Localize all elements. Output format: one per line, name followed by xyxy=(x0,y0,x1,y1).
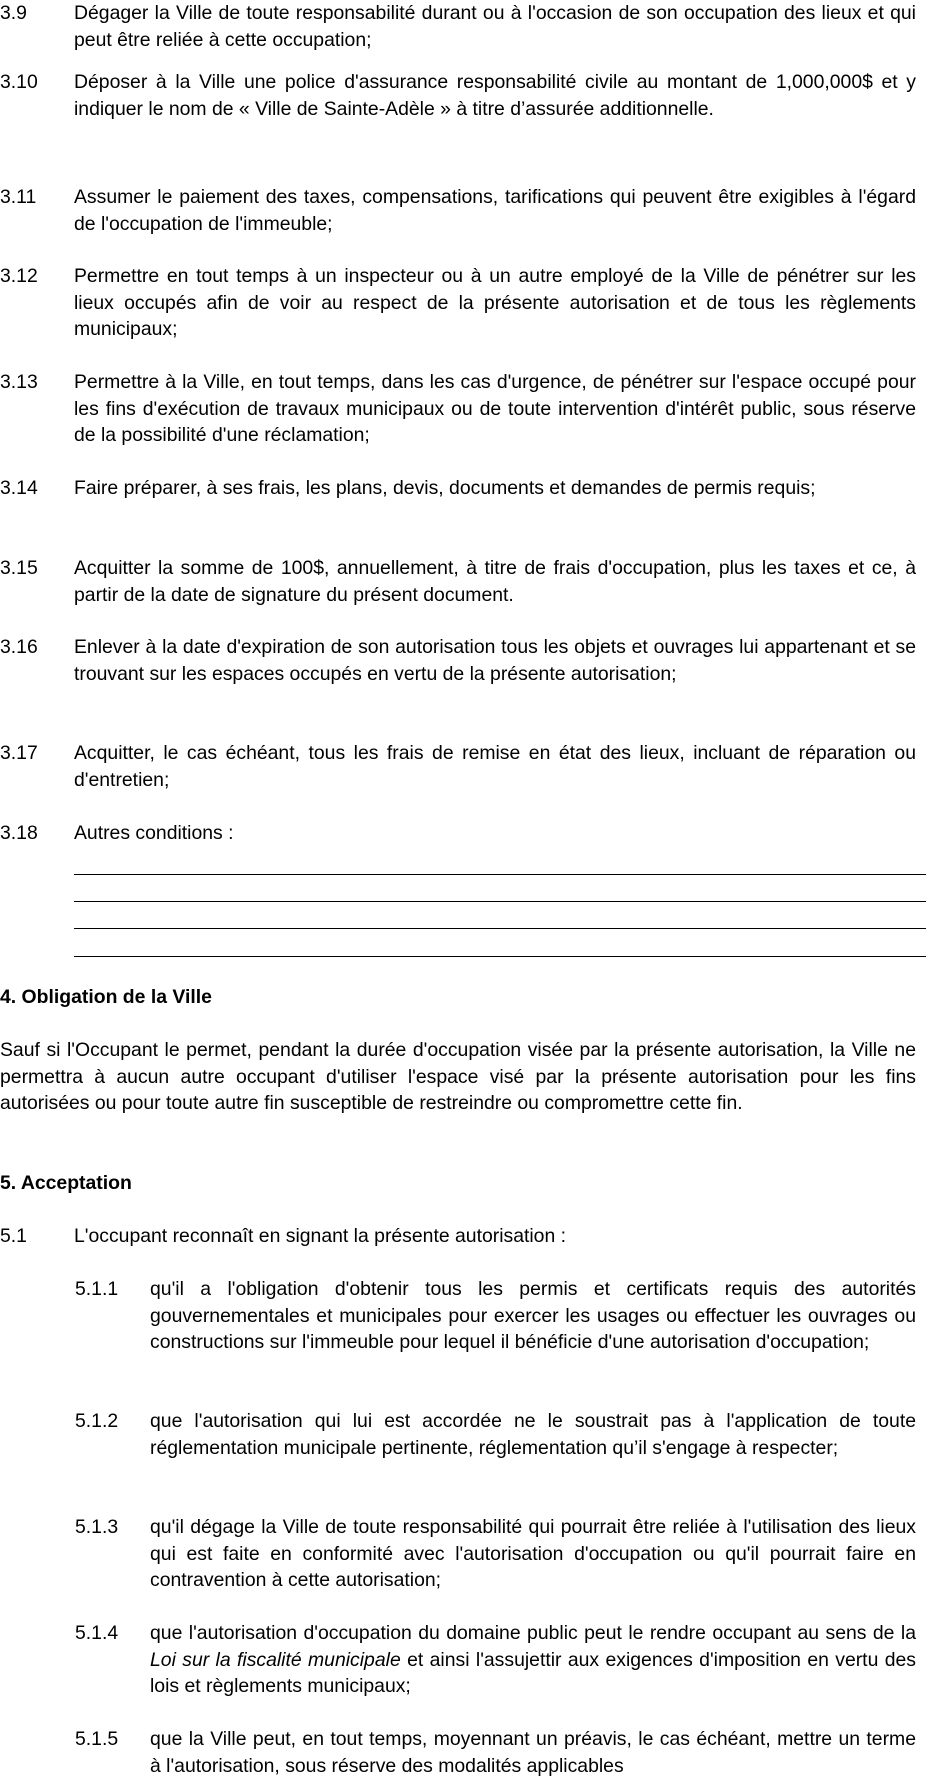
clause-3-10 xyxy=(0,69,916,122)
clause-number: 3.13 xyxy=(0,371,38,393)
clause-text: Permettre à la Ville, en tout temps, dans les cas d'urgence, de pénétrer sur l'espace occupé pour les fins d'exécution de travaux municipaux ou de toute intervention d'intérêt public, sous réserve de la possibilité d'une réclamation; xyxy=(74,371,916,446)
subclause-5-1-2 xyxy=(75,1408,916,1461)
clause-text: Dégager la Ville de toute responsabilité durant ou à l'occasion de son occupation des lieux et qui peut être reliée à cette occupation; xyxy=(74,2,916,51)
subclause-5-1-3 xyxy=(75,1514,916,1594)
section-4-text: Sauf si l'Occupant le permet, pendant la durée d'occupation visée par la présente autorisation, la Ville ne permettra à aucun autre occupant d'utiliser l'espace visé par la présente autorisation pour les fins autorisées ou pour toute autre fin susceptible de restreindre ou compromettre cette fin. xyxy=(0,1039,916,1114)
clause-number: 3.16 xyxy=(0,636,38,658)
clause-text: Assumer le paiement des taxes, compensations, tarifications qui peuvent être exigibles à l'égard de l'occupation de l'immeuble; xyxy=(74,186,916,235)
clause-3-17 xyxy=(0,740,916,793)
clause-text: Enlever à la date d'expiration de son autorisation tous les objets et ouvrages lui appartenant et se trouvant sur les espaces occupés en vertu de la présente autorisation; xyxy=(74,636,916,685)
clause-number: 3.15 xyxy=(0,557,38,579)
subclause-text: que la Ville peut, en tout temps, moyennant un préavis, le cas échéant, mettre un terme à l'autorisation, sous réserve des modalités applicables xyxy=(150,1728,916,1777)
clause-text: L'occupant reconnaît en signant la présente autorisation : xyxy=(74,1225,567,1247)
clause-5-1 xyxy=(0,1223,916,1250)
subclause-number: 5.1.3 xyxy=(75,1516,119,1538)
blank-line xyxy=(74,874,926,875)
blank-line xyxy=(74,901,926,902)
clause-text: Acquitter la somme de 100$, annuellement, à titre de frais d'occupation, plus les taxes et ce, à partir de la date de signature du présent document. xyxy=(74,557,916,606)
clause-3-9 xyxy=(0,0,916,53)
subclause-5-1-5 xyxy=(75,1726,916,1779)
clause-3-16 xyxy=(0,634,916,687)
subclause-text-before: que l'autorisation d'occupation du domaine public peut le rendre occupant au sens de la xyxy=(150,1622,916,1644)
subclause-5-1-4 xyxy=(75,1620,916,1700)
clause-3-14 xyxy=(0,475,916,502)
clause-3-12 xyxy=(0,263,916,343)
clause-text: Permettre en tout temps à un inspecteur ou à un autre employé de la Ville de pénétrer sur les lieux occupés afin de voir au respect de la présente autorisation et de tous les règlements municipaux; xyxy=(74,265,916,340)
clause-number: 3.17 xyxy=(0,742,38,764)
subclause-text: que l'autorisation qui lui est accordée ne le soustrait pas à l'application de toute réglementation municipale pertinente, réglementation qu’il s'engage à respecter; xyxy=(150,1410,916,1459)
subclause-text-after: et ainsi l'assujettir aux exigences d'imposition en vertu des lois et règlements municipaux; xyxy=(150,1648,916,1697)
clause-number: 3.10 xyxy=(0,71,38,93)
clause-number: 3.11 xyxy=(0,186,37,208)
clause-number: 3.14 xyxy=(0,477,38,499)
clause-3-15 xyxy=(0,555,916,608)
clause-number: 3.18 xyxy=(0,822,38,844)
subclause-number: 5.1.2 xyxy=(75,1410,119,1432)
section-4-heading: 4. Obligation de la Ville xyxy=(0,986,212,1008)
clause-number: 3.9 xyxy=(0,2,27,24)
subclause-text xyxy=(150,1620,916,1700)
blank-line xyxy=(74,956,926,957)
subclause-text: qu'il dégage la Ville de toute responsabilité qui pourrait être reliée à l'utilisation des lieux qui est faite en conformité avec l'autorisation d'occupation ou qu'il pourrait faire en contravention à cette autorisation; xyxy=(150,1516,916,1591)
clause-number: 5.1 xyxy=(0,1225,27,1247)
subclause-text: qu'il a l'obligation d'obtenir tous les permis et certificats requis des autorités gouvernementales et municipales pour exercer les usages ou effectuer les ouvrages ou constructions sur l'immeuble pour lequel il bénéficie d'une autorisation d'occupation; xyxy=(150,1278,916,1353)
clause-number: 3.12 xyxy=(0,265,38,287)
subclause-5-1-1 xyxy=(75,1276,916,1356)
clause-3-11 xyxy=(0,184,916,237)
subclause-number: 5.1.4 xyxy=(75,1622,119,1644)
clause-text: Faire préparer, à ses frais, les plans, devis, documents et demandes de permis requis; xyxy=(74,477,816,499)
clause-text: Autres conditions : xyxy=(74,822,234,844)
clause-3-13 xyxy=(0,369,916,449)
law-title: Loi sur la fiscalité municipale xyxy=(150,1648,401,1671)
clause-text: Acquitter, le cas échéant, tous les frais de remise en état des lieux, incluant de réparation ou d'entretien; xyxy=(74,742,916,791)
clause-3-18 xyxy=(0,820,916,847)
blank-line xyxy=(74,928,926,929)
subclause-number: 5.1.1 xyxy=(75,1278,119,1300)
clause-text: Déposer à la Ville une police d'assurance responsabilité civile au montant de 1,000,000$ et y indiquer le nom de « Ville de Sainte-Adèle » à titre d’assurée additionnelle. xyxy=(74,71,916,120)
section-5-heading: 5. Acceptation xyxy=(0,1172,132,1194)
subclause-number: 5.1.5 xyxy=(75,1728,119,1750)
